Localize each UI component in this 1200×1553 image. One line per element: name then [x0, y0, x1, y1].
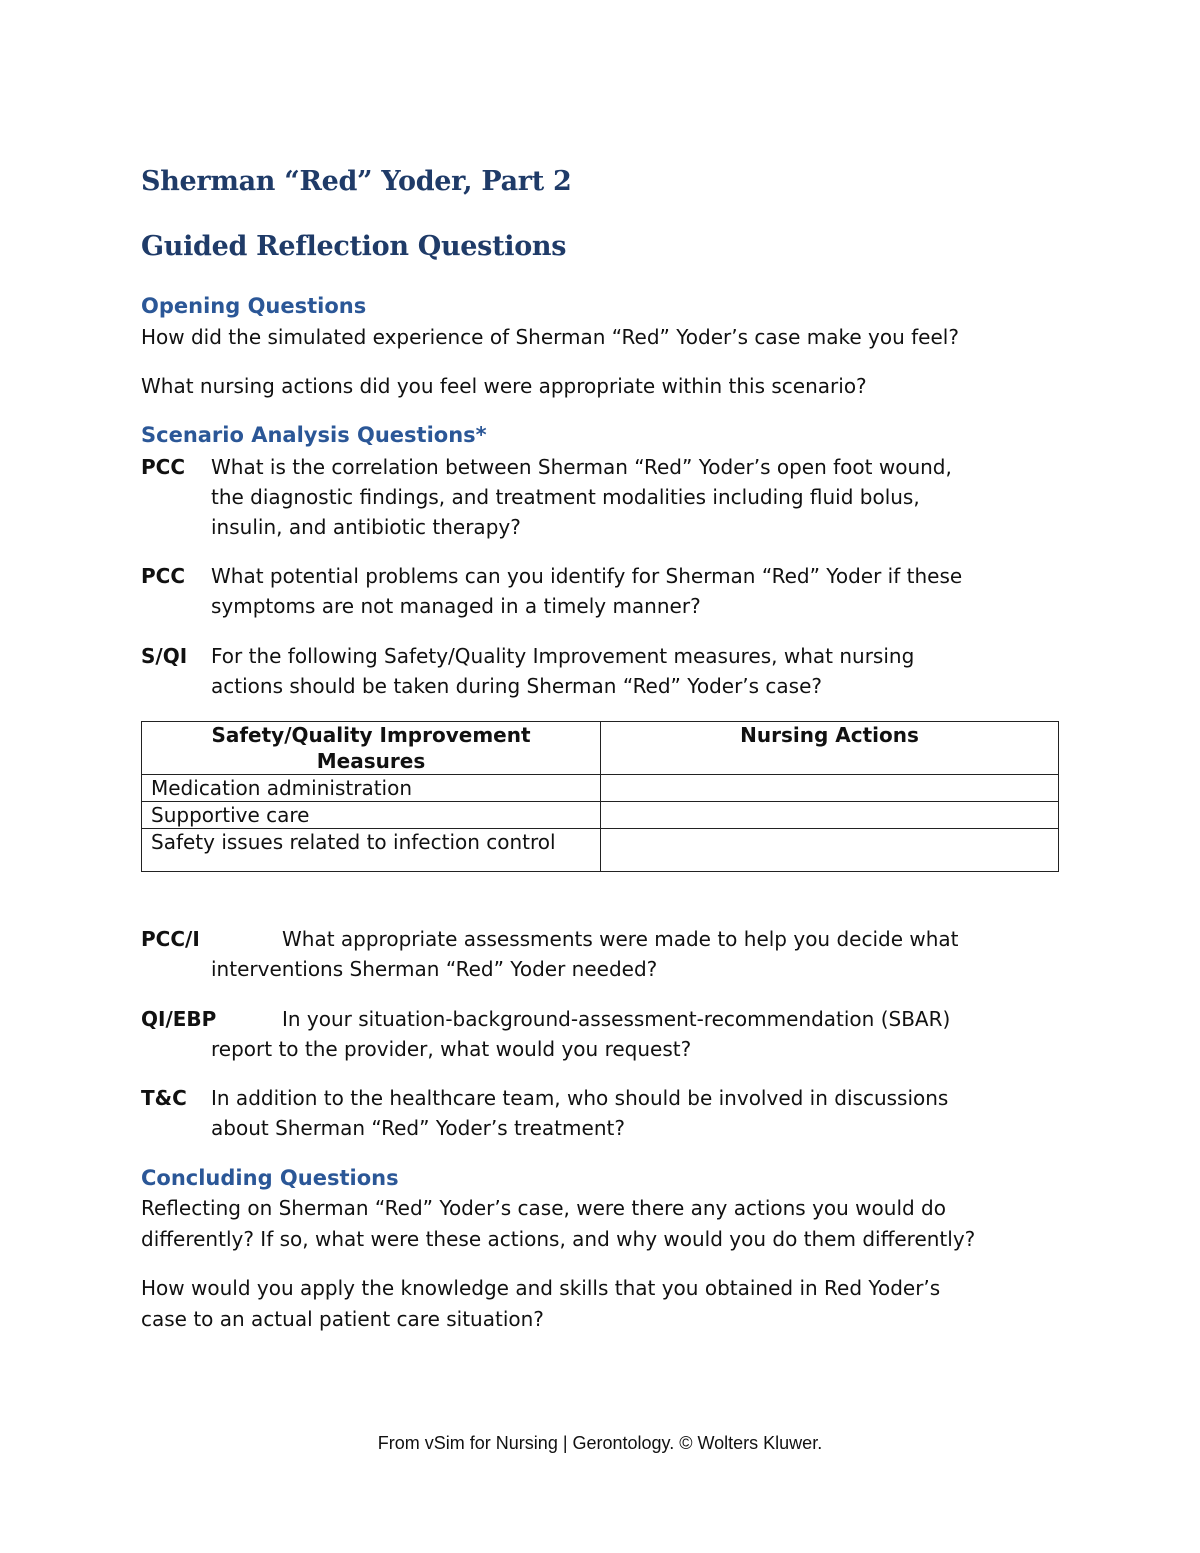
question-code: PCC	[141, 455, 186, 479]
question-code: S/QI	[141, 644, 188, 668]
question-code: PCC	[141, 564, 186, 588]
concluding-question-2-line2: case to an actual patient care situation?	[141, 1307, 544, 1331]
question-line: insulin, and antibiotic therapy?	[211, 515, 521, 539]
table-header-measures-line2: Measures	[316, 749, 426, 773]
table-cell-action[interactable]	[601, 802, 1059, 829]
question-line: the diagnostic findings, and treatment modalities including fluid bolus,	[211, 485, 920, 509]
question-code: T&C	[141, 1086, 187, 1110]
table-cell-measure: Safety issues related to infection control	[142, 829, 601, 872]
table-header-measures-line1: Safety/Quality Improvement	[211, 723, 531, 747]
table-cell-measure: Medication administration	[142, 775, 601, 802]
question-line: about Sherman “Red” Yoder’s treatment?	[211, 1116, 625, 1140]
table-header-nursing-actions: Nursing Actions	[601, 722, 1059, 775]
question-line: What is the correlation between Sherman “Red” Yoder’s open foot wound,	[211, 455, 952, 479]
question-line: report to the provider, what would you request?	[211, 1037, 692, 1061]
question-line: interventions Sherman “Red” Yoder needed?	[211, 957, 658, 981]
table-cell-action[interactable]	[601, 829, 1059, 872]
table-header-row	[142, 722, 1059, 775]
question-line: In addition to the healthcare team, who should be involved in discussions	[211, 1086, 949, 1110]
table-row	[142, 802, 1059, 829]
question-line: What appropriate assessments were made to help you decide what	[282, 927, 959, 951]
concluding-question-1-line1: Reflecting on Sherman “Red” Yoder’s case, were there any actions you would do	[141, 1196, 946, 1220]
question-code: PCC/I	[141, 927, 200, 951]
concluding-question-2-line1: How would you apply the knowledge and skills that you obtained in Red Yoder’s	[141, 1276, 941, 1300]
question-code: QI/EBP	[141, 1007, 217, 1031]
question-line: In your situation-background-assessment-recommendation (SBAR)	[282, 1007, 951, 1031]
question-line: For the following Safety/Quality Improvement measures, what nursing	[211, 644, 915, 668]
table-cell-action[interactable]	[601, 775, 1059, 802]
table-header-measures	[142, 722, 601, 775]
question-line: symptoms are not managed in a timely manner?	[211, 594, 701, 618]
table-cell-measure: Supportive care	[142, 802, 601, 829]
question-line: What potential problems can you identify for Sherman “Red” Yoder if these	[211, 564, 963, 588]
safety-quality-table	[141, 721, 1059, 872]
opening-questions-heading: Opening Questions	[141, 294, 367, 318]
concluding-question-1-line2: differently? If so, what were these actions, and why would you do them differently?	[141, 1227, 976, 1251]
opening-question-2: What nursing actions did you feel were appropriate within this scenario?	[141, 374, 867, 398]
scenario-analysis-heading: Scenario Analysis Questions*	[141, 423, 487, 447]
question-line: actions should be taken during Sherman “Red” Yoder’s case?	[211, 674, 823, 698]
document-subtitle: Guided Reflection Questions	[141, 231, 567, 262]
table-row	[142, 775, 1059, 802]
page-footer: From vSim for Nursing | Gerontology. © Wolters Kluwer.	[377, 1433, 823, 1453]
document-title: Sherman “Red” Yoder, Part 2	[141, 166, 572, 197]
table-row	[142, 829, 1059, 872]
opening-question-1: How did the simulated experience of Sherman “Red” Yoder’s case make you feel?	[141, 325, 959, 349]
concluding-questions-heading: Concluding Questions	[141, 1166, 399, 1190]
